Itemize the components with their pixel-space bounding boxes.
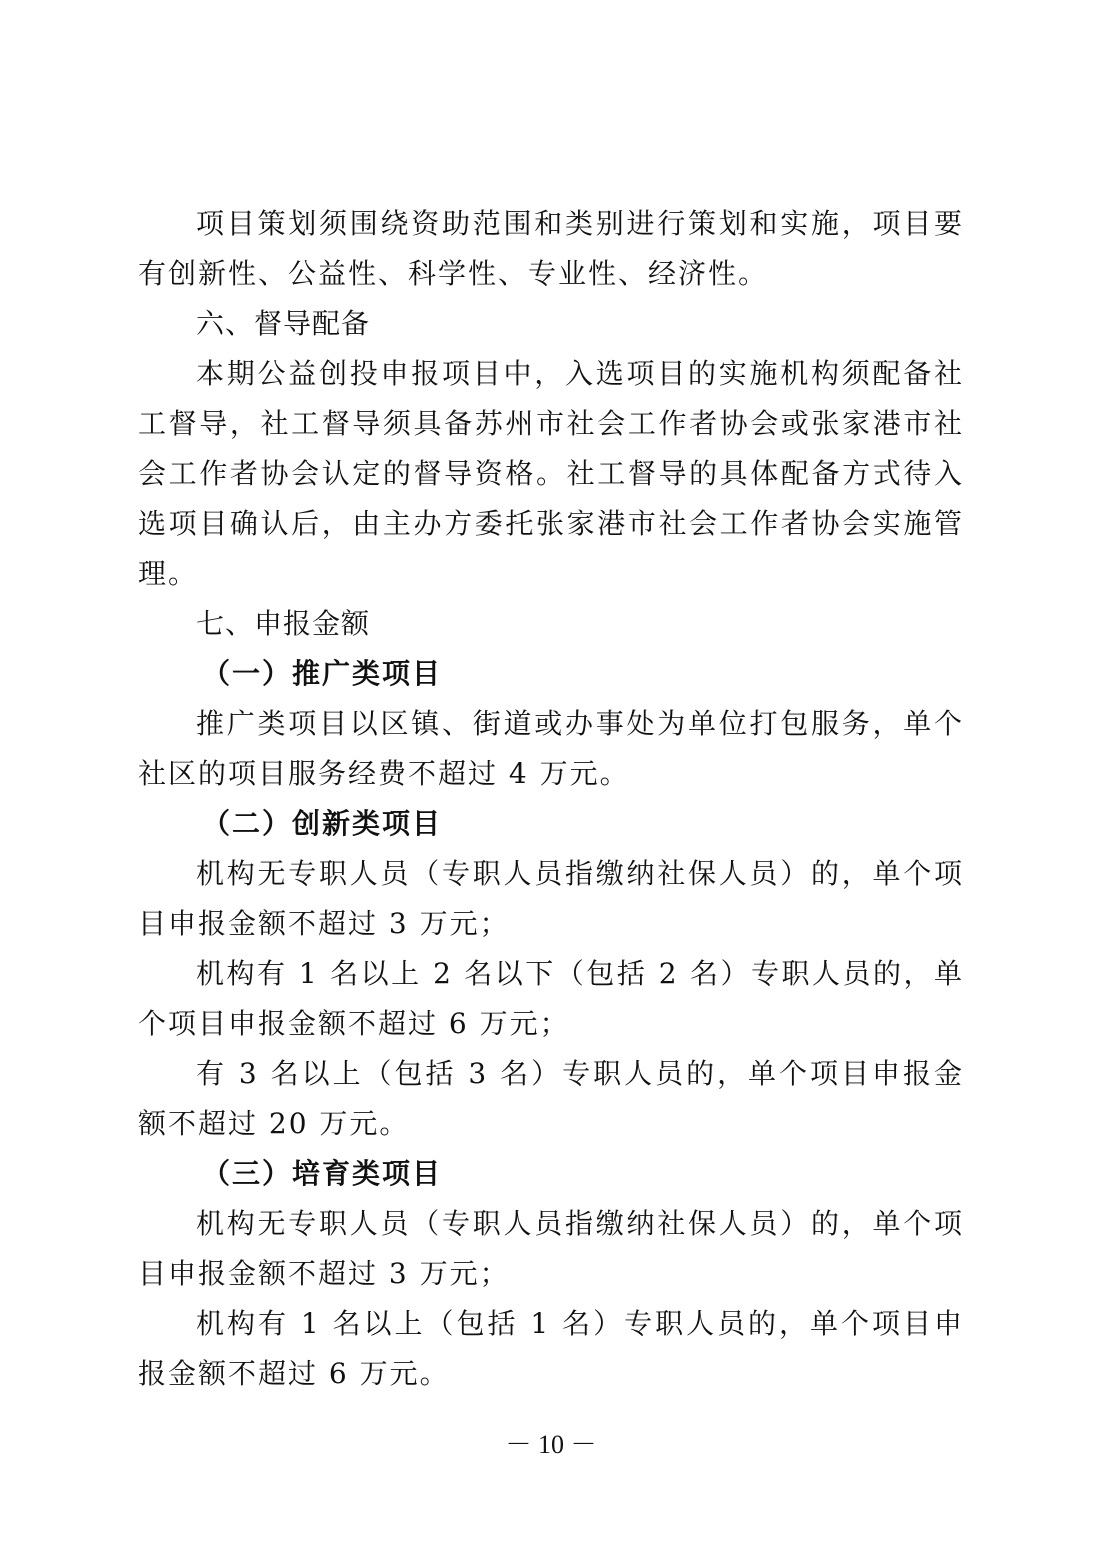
- paragraph-incubation-2: 机构有 1 名以上（包括 1 名）专职人员的，单个项目申报金额不超过 6 万元。: [138, 1307, 964, 1390]
- paragraph-supervision: 本期公益创投申报项目中，入选项目的实施机构须配备社工督导，社工督导须具备苏州市社会工作者协会或张家港市社会工作者协会认定的督导资格。社工督导的具体配备方式待入选项目确认后，由主办方委托张家港市社会工作者协会实施管理。: [138, 357, 964, 590]
- paragraph-innovation-3: 有 3 名以上（包括 3 名）专职人员的，单个项目申报金额不超过 20 万元。: [138, 1057, 964, 1140]
- subheading-innovation: （二）创新类项目: [202, 807, 443, 840]
- paragraph-project-planning: 项目策划须围绕资助范围和类别进行策划和实施，项目要有创新性、公益性、科学性、专业性、经济性。: [138, 207, 964, 290]
- page-body: [138, 199, 964, 1399]
- section-heading-supervision: 六、督导配备: [196, 307, 371, 340]
- section-heading-amount: 七、申报金额: [196, 607, 371, 640]
- paragraph-promotion: 推广类项目以区镇、街道或办事处为单位打包服务，单个社区的项目服务经费不超过 4 万元。: [138, 707, 964, 790]
- page-number: － 10 －: [505, 1430, 597, 1459]
- subheading-promotion: （一）推广类项目: [202, 657, 443, 690]
- paragraph-innovation-1: 机构无专职人员（专职人员指缴纳社保人员）的，单个项目申报金额不超过 3 万元；: [138, 857, 964, 940]
- subheading-incubation: （三）培育类项目: [202, 1157, 443, 1190]
- paragraph-innovation-2: 机构有 1 名以上 2 名以下（包括 2 名）专职人员的，单个项目申报金额不超过 6 万元；: [138, 957, 964, 1040]
- paragraph-incubation-1: 机构无专职人员（专职人员指缴纳社保人员）的，单个项目申报金额不超过 3 万元；: [138, 1207, 964, 1290]
